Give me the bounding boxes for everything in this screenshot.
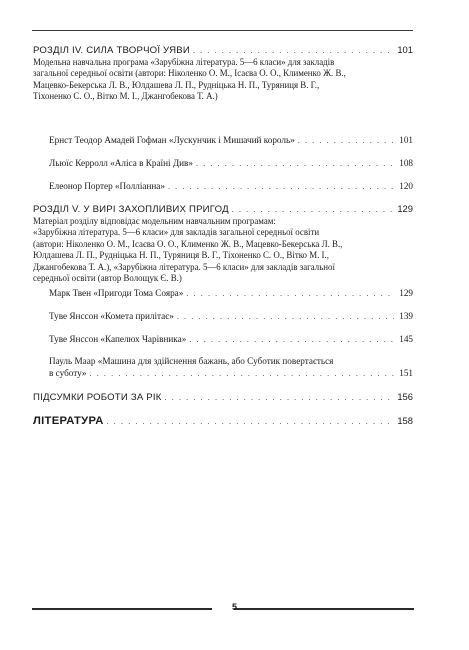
toc-entry[interactable]	[49, 180, 413, 193]
literature-page: 158	[397, 415, 413, 426]
description-line: (автори: Ніколенко О. М., Ісаєва О. О., Клименко Ж. В., Мацевко-Бекерська Л. В.,	[33, 238, 343, 249]
entry-page: 120	[399, 181, 413, 191]
description-line: Тіхоненко С. О., Вітко М. І., Джангобекова Т. А.)	[33, 91, 218, 102]
toc-section-4[interactable]	[33, 44, 413, 57]
description-line: Юлдашева Л. П., Рудніцька Н. П., Туряниця В. Г., Тіхоненко С. О., Вітко М. І.,	[33, 250, 329, 261]
toc-entry-first-line	[49, 355, 333, 367]
description-line: Матеріал розділу відповідає модельним навчальним програмам:	[33, 216, 276, 226]
literature-title: ЛІТЕРАТУРА	[33, 415, 104, 427]
toc-entry[interactable]	[49, 157, 413, 170]
leader-dots	[189, 334, 394, 346]
leader-dots	[168, 181, 394, 193]
section-5-description	[33, 216, 342, 284]
page-number: 5	[231, 602, 237, 612]
leader-dots	[193, 45, 394, 57]
toc-entry[interactable]	[49, 310, 413, 323]
entry-title: Льюїс Керролл «Аліса в Країні Див»	[49, 158, 193, 168]
section-4-title: РОЗДІЛ IV. СИЛА ТВОРЧОЇ УЯВИ	[33, 45, 190, 56]
toc-summary[interactable]	[33, 391, 413, 404]
leader-dots	[196, 158, 394, 170]
entry-title: Марк Твен «Пригоди Тома Сояра»	[49, 288, 184, 298]
summary-page: 156	[397, 391, 413, 402]
entry-title: Елеонор Портер «Полліанна»	[49, 181, 165, 191]
description-line: середньої освіти (автор Волощук Є. В.)	[33, 273, 182, 284]
description-line: «Зарубіжна література. 5—6 класи» для закладів загальної середньої освіти	[33, 227, 320, 238]
entry-title: Туве Янссон «Капелюх Чарівника»	[49, 334, 187, 344]
description-line: Мацевко-Бекерська Л. В., Юлдашева Л. П., Рудніцька Н. П., Туряниця В. Г.,	[33, 79, 320, 90]
toc-entry[interactable]	[49, 367, 413, 380]
top-rule	[32, 30, 413, 31]
section-5-title: РОЗДІЛ V. У ВИРІ ЗАХОПЛИВИХ ПРИГОД	[33, 204, 229, 215]
section-4-page: 101	[397, 44, 413, 55]
toc-literature[interactable]	[33, 414, 413, 429]
leader-dots	[177, 311, 394, 323]
entry-page: 129	[399, 288, 413, 298]
leader-dots	[232, 204, 394, 216]
entry-title: Туве Янссон «Комета прилітає»	[49, 311, 174, 321]
entry-page: 139	[399, 311, 413, 321]
section-4-description	[33, 57, 346, 103]
entry-page: 101	[399, 135, 413, 145]
entry-page: 145	[399, 334, 413, 344]
toc-entry[interactable]	[49, 134, 413, 147]
entry-title-line1: Пауль Маар «Машина для здійснення бажань, або Суботик повертається	[49, 356, 334, 366]
entry-page: 108	[399, 158, 413, 168]
summary-title: ПІДСУМКИ РОБОТИ ЗА РІК	[33, 392, 162, 403]
leader-dots	[107, 415, 394, 429]
leader-dots	[186, 288, 394, 300]
toc-section-5[interactable]	[33, 203, 413, 216]
section-5-page: 129	[397, 203, 413, 214]
entry-title: в суботу»	[49, 368, 87, 378]
entry-page: 151	[399, 368, 413, 378]
description-line: Джангобекова Т. А.), «Зарубіжна література. 5—6 класи» для закладів загальної	[33, 261, 335, 272]
entry-title: Ернст Теодор Амадей Гофман «Лускунчик і Мишачий король»	[49, 135, 295, 145]
leader-dots	[165, 392, 394, 404]
leader-dots	[90, 368, 394, 380]
toc-entry[interactable]	[49, 287, 413, 300]
description-line: Модельна навчальна програма «Зарубіжна література. 5—6 класи» для закладів	[33, 57, 335, 67]
toc-entry[interactable]	[49, 333, 413, 346]
description-line: загальної середньої освіти (автори: Ніколенко О. М., Ісаєва О. О., Клименко Ж. В.,	[33, 68, 346, 79]
leader-dots	[298, 135, 394, 147]
